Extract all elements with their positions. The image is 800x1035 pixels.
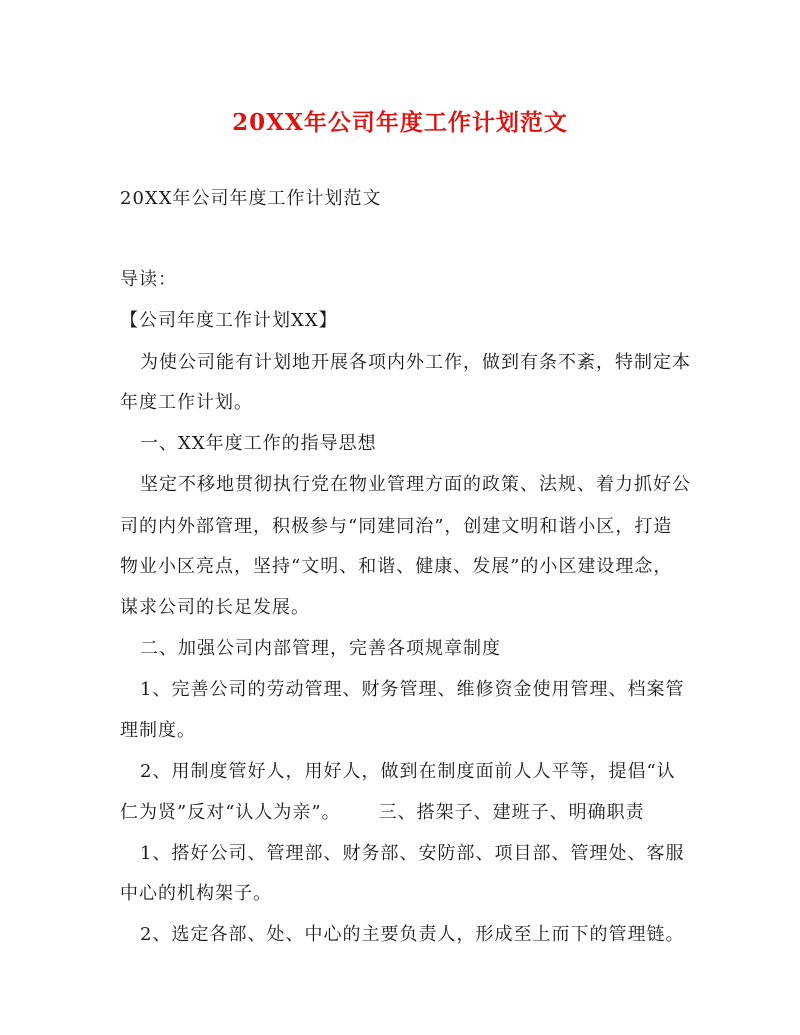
intro-line-1: 为使公司能有计划地开展各项内外工作，做到有条不紊，特制定本 [140,352,691,373]
item3-1-line-1: 1、搭好公司、管理部、财务部、安防部、项目部、管理处、客服 [140,843,685,864]
section1-line-2: 司的内外部管理，积极参与“同建同治”，创建文明和谐小区，打造 [120,516,673,537]
item3-1-line-2: 中心的机构架子。 [120,883,272,904]
item2-1-line-1: 1、完善公司的劳动管理、财务管理、维修资金使用管理、档案管 [140,679,685,700]
intro-line-2: 年度工作计划。 [120,392,253,413]
item2-2-line-1: 2、用制度管好人，用好人，做到在制度面前人人平等，提倡“认 [140,761,676,782]
section1-line-4: 谋求公司的长足发展。 [120,597,310,618]
section1-heading: 一、XX年度工作的指导思想 [140,433,377,454]
document-subtitle: 20XX年公司年度工作计划范文 [120,188,382,209]
lead-label: 导读： [120,269,177,290]
item2-1-line-2: 理制度。 [120,720,196,741]
item3-2-line-1: 2、选定各部、处、中心的主要负责人，形成至上而下的管理链。 [140,924,685,945]
item2-2-line-2-row [120,798,645,824]
section3-heading: 三、搭架子、建班子、明确职责 [378,802,645,823]
document-title: 20XX年公司年度工作计划范文 [232,109,568,136]
section2-heading: 二、加强公司内部管理，完善各项规章制度 [140,638,501,659]
bracket-title: 【公司年度工作计划XX】 [120,310,338,331]
section1-line-3: 物业小区亮点，坚持“文明、和谐、健康、发展”的小区建设理念， [120,556,673,577]
item2-2-line-2: 仁为贤”反对“认人为亲”。 [120,802,341,823]
section1-line-1: 坚定不移地贯彻执行党在物业管理方面的政策、法规、着力抓好公 [140,474,691,495]
